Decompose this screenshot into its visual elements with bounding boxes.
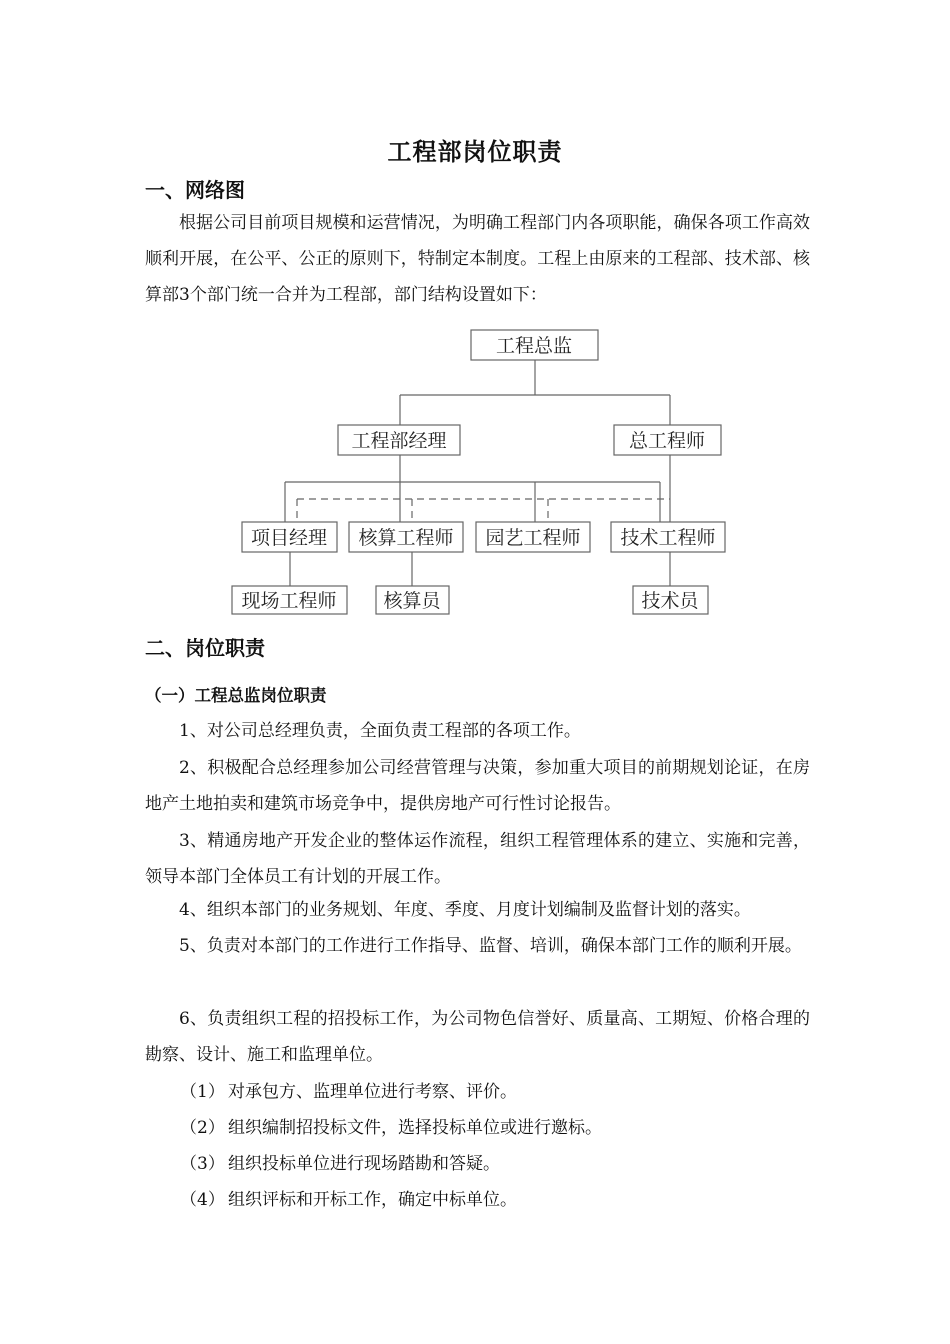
node-site-engineer: 现场工程师	[241, 590, 337, 612]
subitem-number: （3）	[180, 1154, 225, 1174]
duty-item-1: 1、对公司总经理负责，全面负责工程部的各项工作。	[179, 721, 581, 741]
node-landscape-engineer: 园艺工程师	[485, 527, 581, 549]
subitem-number: （2）	[180, 1118, 225, 1138]
node-chief-engineer: 总工程师	[628, 430, 706, 452]
org-chart	[0, 320, 950, 620]
node-director: 工程总监	[495, 335, 573, 357]
node-tech-engineer: 技术工程师	[620, 527, 716, 549]
subsection-heading-director: （一）工程总监岗位职责	[145, 686, 327, 705]
duty-subitem-1	[180, 1077, 517, 1102]
section-heading-duties: 二、岗位职责	[145, 636, 265, 660]
duty-subitem-4	[180, 1185, 517, 1210]
node-project-manager: 项目经理	[250, 527, 328, 549]
node-manager: 工程部经理	[351, 430, 447, 452]
page-title: 工程部岗位职责	[387, 138, 563, 166]
duty-item-4: 4、组织本部门的业务规划、年度、季度、月度计划编制及监督计划的落实。	[179, 900, 751, 920]
duty-item-5: 5、负责对本部门的工作进行工作指导、监督、培训，确保本部门工作的顺利开展。	[179, 936, 802, 956]
duty-item-3: 3、精通房地产开发企业的整体运作流程，组织工程管理体系的建立、实施和完善，领导本部门全体员工有计划的开展工作。	[145, 831, 810, 887]
intro-paragraph: 根据公司目前项目规模和运营情况，为明确工程部门内各项职能，确保各项工作高效顺利开展，在公平、公正的原则下，特制定本制度。工程上由原来的工程部、技术部、核算部3个部门统一合并为工程部，部门结构设置如下：	[145, 213, 810, 305]
subitem-text: 组织投标单位进行现场踏勘和答疑。	[228, 1154, 500, 1174]
subitem-text: 对承包方、监理单位进行考察、评价。	[228, 1082, 517, 1102]
duty-item-2: 2、积极配合总经理参加公司经营管理与决策，参加重大项目的前期规划论证，在房地产土地拍卖和建筑市场竞争中，提供房地产可行性讨论报告。	[145, 758, 810, 814]
subitem-text: 组织编制招投标文件，选择投标单位或进行邀标。	[228, 1118, 602, 1138]
subitem-number: （4）	[180, 1190, 225, 1210]
subitem-text: 组织评标和开标工作，确定中标单位。	[228, 1190, 517, 1210]
node-technician: 技术员	[641, 590, 699, 612]
section-heading-network: 一、网络图	[145, 178, 245, 202]
subitem-number: （1）	[180, 1082, 225, 1102]
node-cost-engineer: 核算工程师	[358, 527, 454, 549]
duty-item-6: 6、负责组织工程的招投标工作，为公司物色信誉好、质量高、工期短、价格合理的勘察、设计、施工和监理单位。	[145, 1009, 810, 1065]
duty-subitem-3	[180, 1149, 500, 1174]
node-accountant: 核算员	[383, 590, 441, 612]
duty-subitem-2	[180, 1113, 602, 1138]
